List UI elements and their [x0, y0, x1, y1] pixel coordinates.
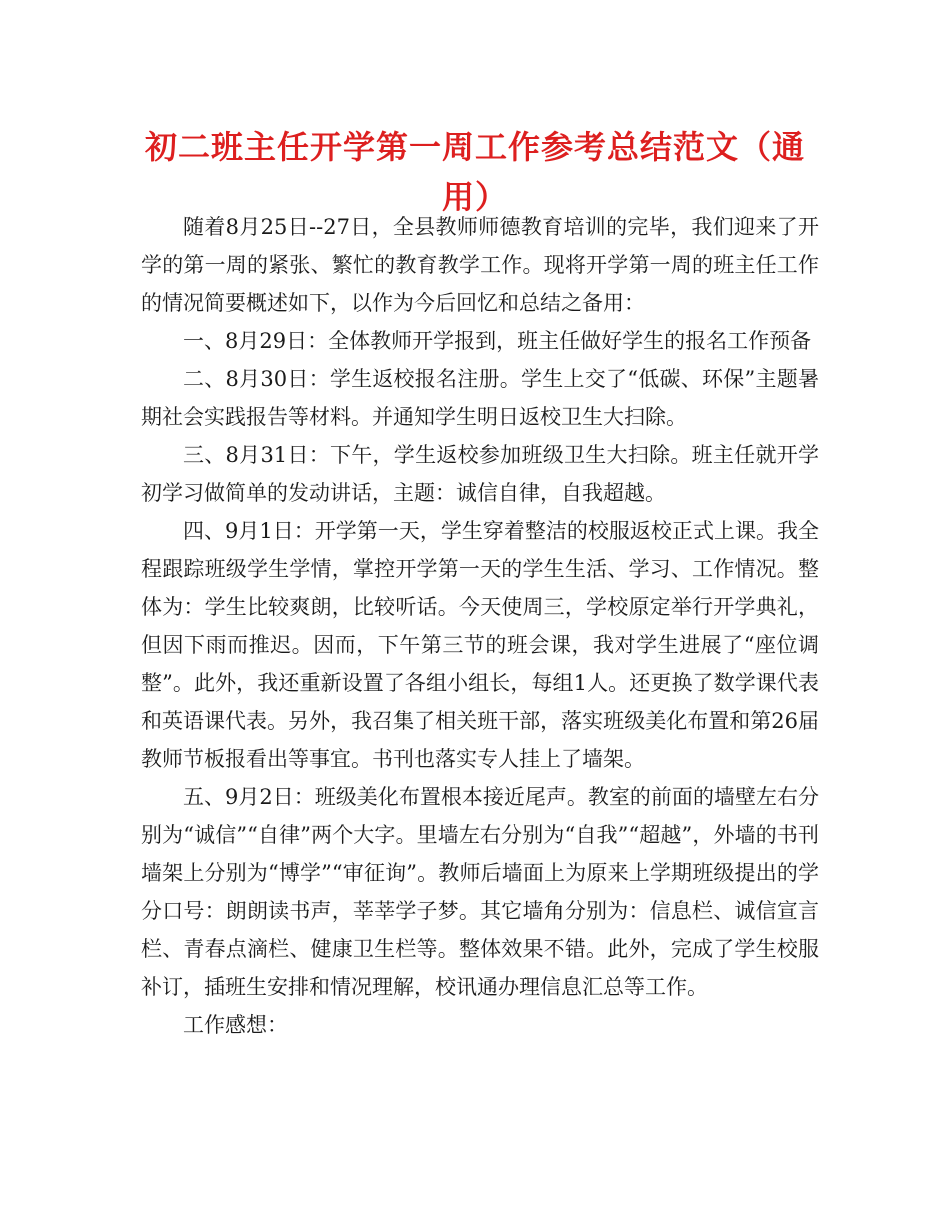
paragraph-item-3: 三、8月31日：下午，学生返校参加班级卫生大扫除。班主任就开学初学习做简单的发动讲话，主题：诚信自律，自我超越。 — [141, 443, 819, 505]
paragraph-work-thoughts: 工作感想： — [183, 1013, 288, 1037]
paragraph-item-4: 四、9月1日：开学第一天，学生穿着整洁的校服返校正式上课。我全程跟踪班级学生学情，掌控开学第一天的学生生活、学习、工作情况。整体为：学生比较爽朗，比较听话。今天使周三，学校原定举行开学典礼，但因下雨而推迟。因而，下午第三节的班会课，我对学生进展了“座位调整”。此外，我还重新设置了各组小组长，每组1人。还更换了数学课代表和英语课代表。另外，我召集了相关班干部，落实班级美化布置和第26届教师节板报看出等事宜。书刊也落实专人挂上了墙架。 — [141, 519, 819, 771]
paragraph-item-5: 五、9月2日：班级美化布置根本接近尾声。教室的前面的墙壁左右分别为“诚信”“自律”两个大字。里墙左右分别为“自我”“超越”，外墙的书刊墙架上分别为“博学”“审征询”。教师后墙面上为原来上学期班级提出的学分口号：朗朗读书声，莘莘学子梦。其它墙角分别为：信息栏、诚信宣言栏、青春点滴栏、健康卫生栏等。整体效果不错。此外，完成了学生校服补订，插班生安排和情况理解，校讯通办理信息汇总等工作。 — [141, 785, 819, 999]
paragraph-intro: 随着8月25日--27日，全县教师师德教育培训的完毕，我们迎来了开学的第一周的紧张、繁忙的教育教学工作。现将开学第一周的班主任工作的情况简要概述如下，以作为今后回忆和总结之备用： — [141, 215, 819, 315]
paragraph-item-1: 一、8月29日：全体教师开学报到，班主任做好学生的报名工作预备 — [183, 329, 812, 353]
paragraph-item-2: 二、8月30日：学生返校报名注册。学生上交了“低碳、环保”主题暑期社会实践报告等材料。并通知学生明日返校卫生大扫除。 — [141, 367, 819, 429]
document-body — [141, 208, 819, 1044]
document-title: 初二班主任开学第一周工作参考总结范文（通用） — [144, 128, 805, 216]
